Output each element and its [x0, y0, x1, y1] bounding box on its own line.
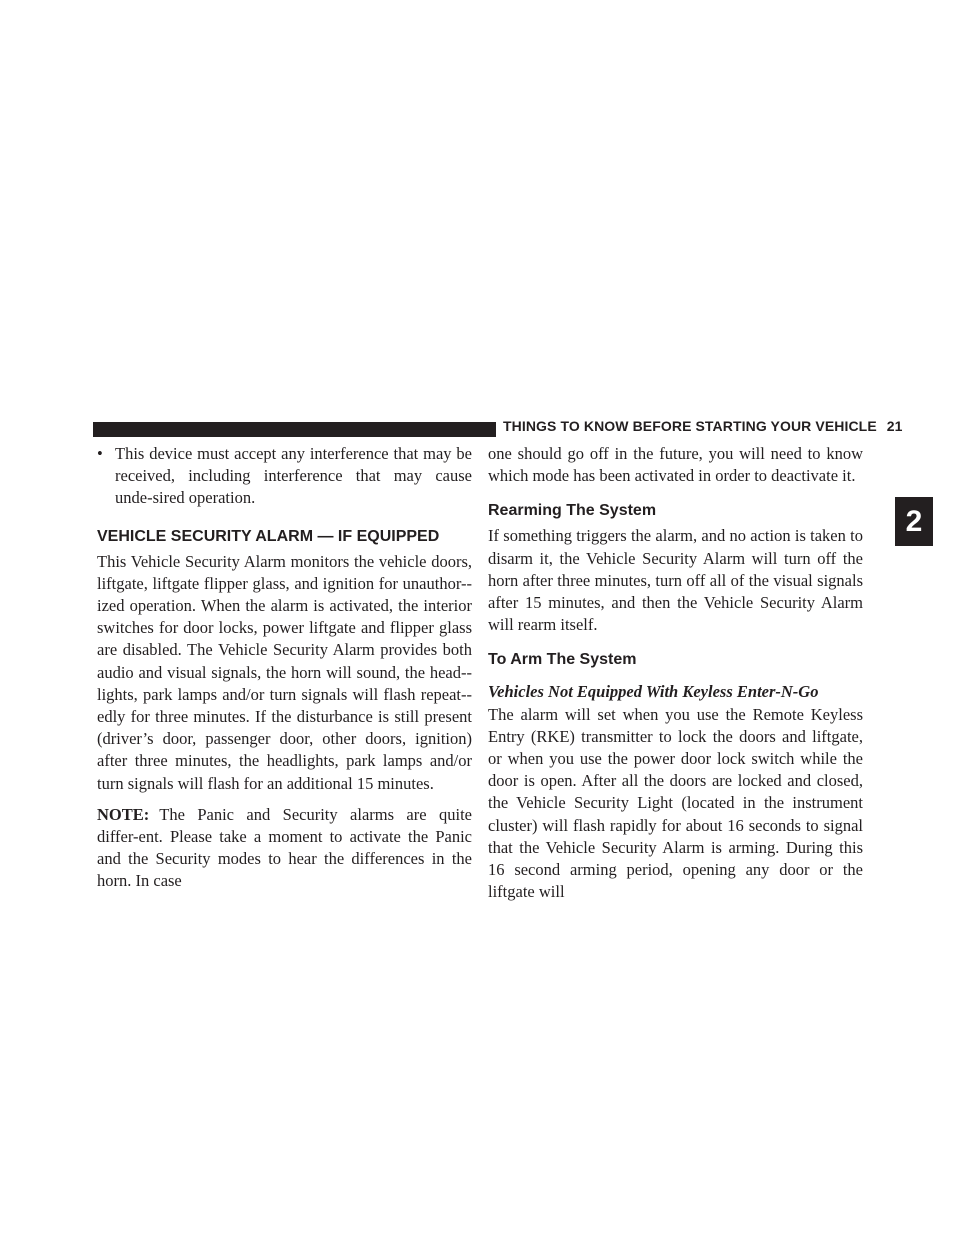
- running-header: [503, 418, 903, 434]
- page-number: 21: [886, 418, 903, 434]
- note-label: NOTE:: [97, 804, 150, 824]
- arm-heading: To Arm The System: [488, 651, 637, 669]
- bullet-mark: •: [97, 444, 103, 463]
- left-column: [97, 443, 472, 902]
- alarm-description: This Vehicle Security Alarm monitors the vehicle doors, liftgate, liftgate flipper glass, and ignition for unauthor-ized operation. When the alarm is activated, the interior switches for door locks, power liftgate and flipper glass are disabled. The Vehicle Security Alarm provides both audio and visual signals, the horn will sound, the head-lights, park lamps and/or turn signals will flash repeat-edly for three minutes. If the disturbance is still present (driver’s door, passenger door, other doors, ignition) after three minutes, the headlights, park lamps and/or turn signals will flash for an additional 15 minutes.: [97, 551, 472, 793]
- note-text: The Panic and Security alarms are quite differ-ent. Please take a moment to activate the Panic and the Security modes to hear the differences in the horn. In case: [97, 804, 472, 891]
- section-title: THINGS TO KNOW BEFORE STARTING YOUR VEHICLE: [503, 418, 877, 434]
- header-rule: [93, 422, 496, 437]
- continuation-text: one should go off in the future, you will need to know which mode has been activated in order to deactivate it.: [488, 444, 863, 486]
- note-paragraph: [97, 804, 472, 893]
- rearm-heading: Rearming The System: [488, 502, 657, 520]
- chapter-tab: 2: [895, 497, 933, 546]
- arm-text: The alarm will set when you use the Remote Keyless Entry (RKE) transmitter to lock the doors and liftgate, or when you use the power door lock switch while the door is open. After all the doors are locked and closed, the Vehicle Security Light (located in the instrument cluster) will flash rapidly for about 16 seconds to signal that the Vehicle Security Alarm is arming. During this 16 second arming period, opening any door or the liftgate will: [488, 704, 863, 902]
- right-column: [488, 443, 863, 912]
- subheading: Vehicles Not Equipped With Keyless Enter-N-Go: [488, 682, 819, 702]
- rearm-text: If something triggers the alarm, and no action is taken to disarm it, the Vehicle Security Alarm will turn off the horn after three minutes, turn off all of the visual signals after 15 minutes, and then the Vehicle Security Alarm will rearm itself.: [488, 526, 863, 635]
- section-heading: VEHICLE SECURITY ALARM — IF EQUIPPED: [97, 527, 440, 545]
- bullet-text: This device must accept any interference that may be received, including interference that may cause unde-sired operation.: [115, 444, 472, 508]
- bullet-item: [97, 443, 472, 510]
